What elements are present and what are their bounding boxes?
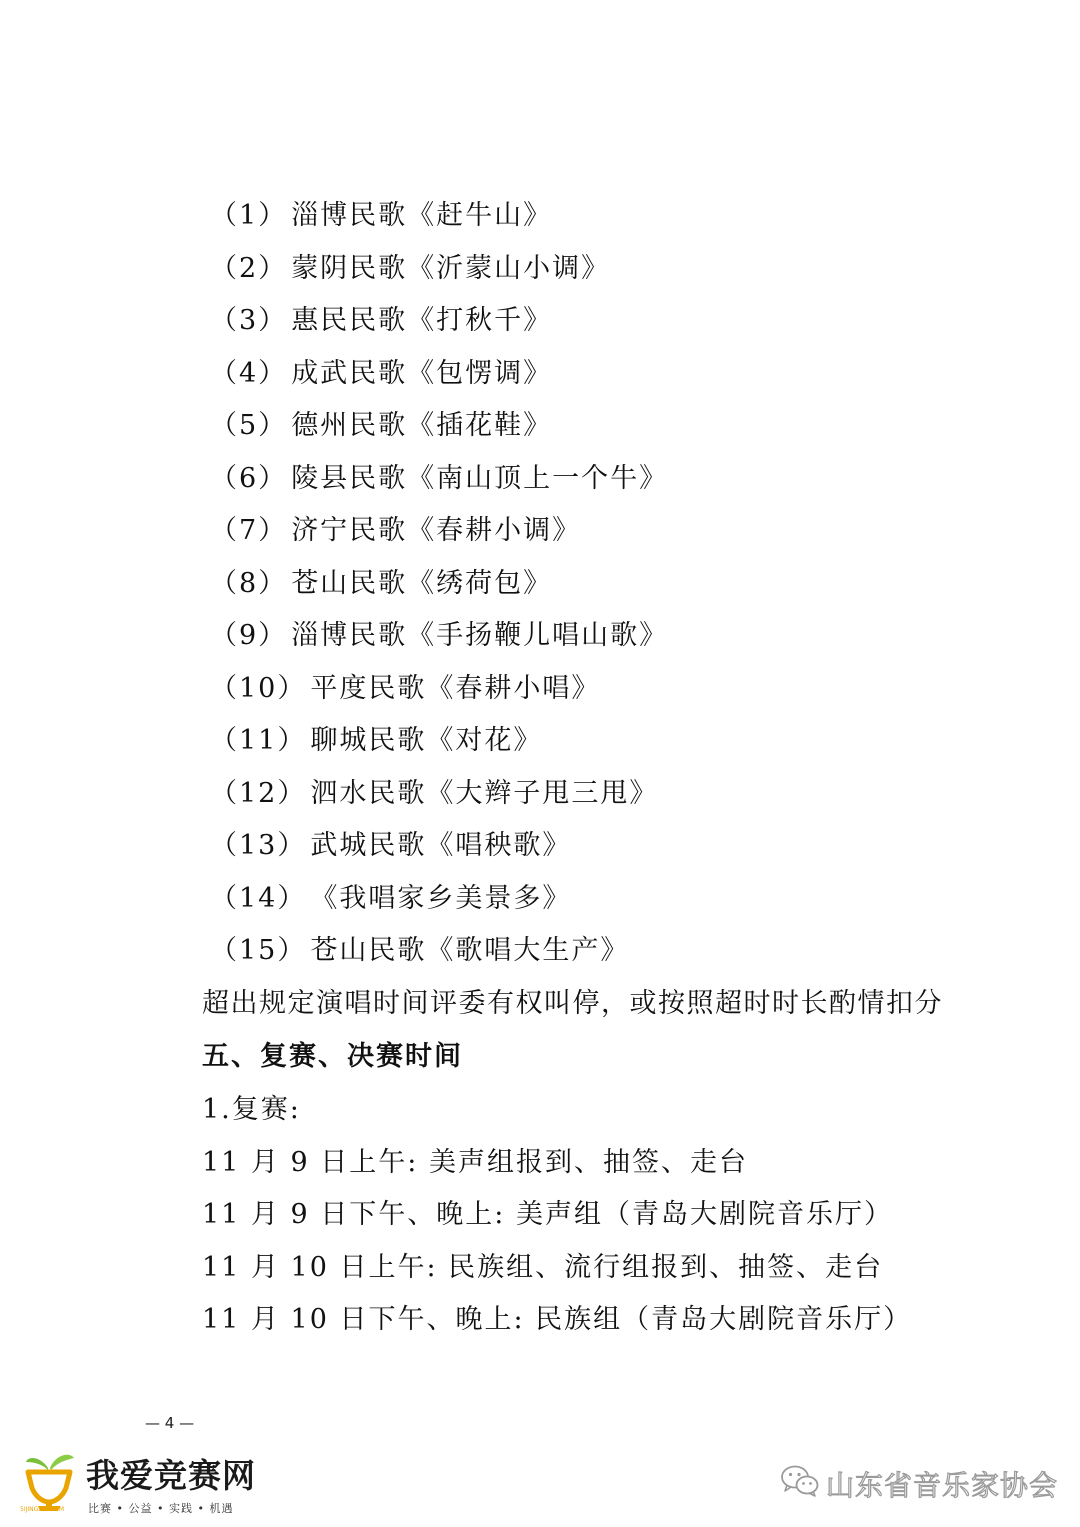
page-number: — 4 — bbox=[145, 1414, 195, 1432]
schedule-line: 11 月 9 日上午: 美声组报到、抽签、走台 bbox=[202, 1146, 748, 1178]
list-item bbox=[210, 663, 668, 716]
item-text: 德州民歌《插花鞋》 bbox=[291, 410, 553, 441]
section-heading: 五、复赛、决赛时间 bbox=[202, 1041, 463, 1072]
item-text: 苍山民歌《绣荷包》 bbox=[291, 567, 553, 599]
schedule-line: 11 月 10 日下午、晚上: 民族组（青岛大剧院音乐厅） bbox=[202, 1304, 913, 1335]
wechat-account-name: 山东省音乐家协会 bbox=[826, 1469, 1059, 1502]
item-text: 惠民民歌《打秋千》 bbox=[291, 305, 553, 336]
item-text: 泗水民歌《大辫子甩三甩》 bbox=[310, 777, 659, 809]
item-text: 武城民歌《唱秧歌》 bbox=[310, 830, 572, 861]
item-number: （3） bbox=[210, 305, 288, 336]
list-item bbox=[210, 348, 668, 401]
item-text: 蒙阴民歌《沂蒙山小调》 bbox=[291, 252, 611, 284]
list-item bbox=[210, 768, 668, 821]
logo-tagline: 比赛 • 公益 • 实践 • 机遇 bbox=[88, 1502, 234, 1515]
item-number: （10） bbox=[210, 672, 307, 704]
site-logo bbox=[14, 1448, 264, 1520]
item-number: （2） bbox=[210, 252, 288, 284]
list-item bbox=[210, 873, 668, 926]
schedule-line: 11 月 10 日上午: 民族组、流行组报到、抽签、走台 bbox=[202, 1251, 884, 1283]
item-number: （14） bbox=[210, 882, 307, 914]
item-number: （8） bbox=[210, 567, 288, 599]
list-item bbox=[210, 190, 668, 243]
list-item bbox=[210, 820, 668, 873]
item-number: （15） bbox=[210, 935, 307, 966]
item-number: （5） bbox=[210, 410, 288, 441]
item-text: 济宁民歌《春耕小调》 bbox=[291, 515, 582, 546]
item-text: 平度民歌《春耕小唱》 bbox=[310, 672, 601, 704]
item-text: 成武民歌《包愣调》 bbox=[291, 357, 553, 389]
schedule-line: 11 月 9 日下午、晚上: 美声组（青岛大剧院音乐厅） bbox=[202, 1199, 893, 1230]
item-number: （6） bbox=[210, 462, 288, 494]
list-item bbox=[210, 453, 668, 506]
list-item bbox=[210, 610, 668, 663]
list-item bbox=[210, 715, 668, 768]
item-text: 苍山民歌《歌唱大生产》 bbox=[310, 935, 630, 966]
schedule-line: 1.复赛: bbox=[202, 1094, 301, 1125]
item-text: 淄博民歌《手扬鞭儿唱山歌》 bbox=[291, 620, 669, 651]
list-item bbox=[210, 505, 668, 558]
song-list bbox=[210, 190, 668, 978]
list-item bbox=[210, 243, 668, 296]
item-number: （7） bbox=[210, 515, 288, 546]
item-number: （11） bbox=[210, 725, 307, 756]
logo-domain: 5IJINGSAI.COM bbox=[20, 1506, 65, 1513]
item-text: 聊城民歌《对花》 bbox=[310, 725, 543, 756]
list-item bbox=[210, 558, 668, 611]
logo-title: 我爱竞赛网 bbox=[86, 1456, 256, 1495]
item-number: （12） bbox=[210, 777, 307, 809]
list-item bbox=[210, 925, 668, 978]
item-text: 陵县民歌《南山顶上一个牛》 bbox=[291, 462, 669, 494]
timing-note: 超出规定演唱时间评委有权叫停，或按照超时时长酌情扣分 bbox=[202, 988, 943, 1019]
item-number: （13） bbox=[210, 830, 307, 861]
wechat-icon bbox=[780, 1464, 820, 1498]
item-text: 《我唱家乡美景多》 bbox=[310, 882, 572, 914]
item-text: 淄博民歌《赶牛山》 bbox=[291, 200, 553, 231]
item-number: （1） bbox=[210, 200, 288, 231]
list-item bbox=[210, 400, 668, 453]
item-number: （4） bbox=[210, 357, 288, 389]
item-number: （9） bbox=[210, 620, 288, 651]
list-item bbox=[210, 295, 668, 348]
schedule-list bbox=[202, 1084, 912, 1347]
